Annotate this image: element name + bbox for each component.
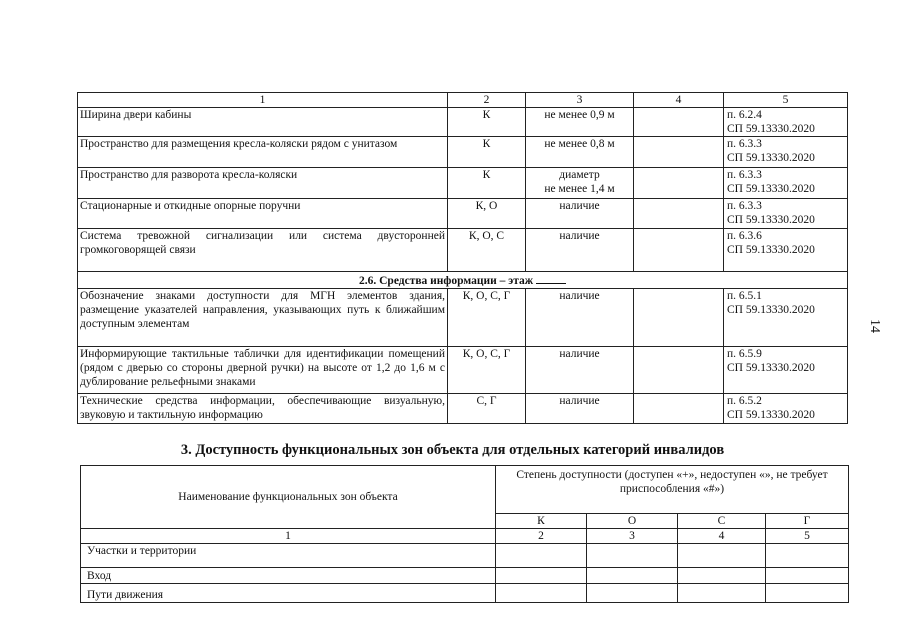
requirement-name: Пространство для размещения кресла-коляски рядом с унитазом [78,137,448,168]
normative-value-line: наличие [559,230,600,242]
table-row [78,137,848,168]
column-number: 5 [724,93,848,108]
normative-value [526,289,634,347]
regulation-reference-line: СП 59.13330.2020 [727,183,815,195]
normative-value [526,199,634,229]
column-number: 2 [448,93,526,108]
zone-row [81,584,849,603]
column-number: 5 [766,529,849,544]
actual-value [634,108,724,137]
normative-value-line: не менее 0,9 м [544,109,615,121]
normative-value-line: не менее 1,4 м [544,183,615,195]
zone-degree-cell [678,568,766,584]
table-row [78,199,848,229]
category-header: К [496,514,587,529]
regulation-reference [724,199,848,229]
normative-value [526,137,634,168]
requirement-name: Обозначение знаками доступности для МГН элементов здания, размещение указателей направления, указывающих путь к ближайшим доступным элементам [78,289,448,347]
section-row [78,272,848,289]
actual-value [634,347,724,394]
actual-value [634,289,724,347]
category-header: Г [766,514,849,529]
category-header: О [587,514,678,529]
regulation-reference-line: СП 59.13330.2020 [727,214,815,226]
regulation-reference-line: СП 59.13330.2020 [727,362,815,374]
regulation-reference-line: п. 6.2.4 [727,109,762,121]
zone-name-header: Наименование функциональных зон объекта [81,466,496,529]
disability-category: К [448,108,526,137]
zone-row [81,568,849,584]
disability-category: С, Г [448,394,526,424]
actual-value [634,199,724,229]
regulation-reference-line: СП 59.13330.2020 [727,123,815,135]
requirement-name: Стационарные и откидные опорные поручни [78,199,448,229]
accessibility-zones-table [80,465,849,603]
section-title: 2.6. Средства информации – этаж [359,275,536,287]
regulation-reference [724,168,848,199]
table-row [78,289,848,347]
normative-value [526,394,634,424]
regulation-reference-line: п. 6.3.3 [727,138,762,150]
zone-name: Пути движения [81,584,496,603]
requirement-name: Система тревожной сигнализации или система двусторонней громкоговорящей связи [78,229,448,272]
regulation-reference [724,289,848,347]
requirement-name: Информирующие тактильные таблички для идентификации помещений (рядом с дверью со стороны дверной ручки) на высоте от 1,2 до 1,6 м с дублирование рельефными знаками [78,347,448,394]
normative-value-line: диаметр [559,169,600,181]
normative-value [526,229,634,272]
disability-category: К [448,137,526,168]
regulation-reference-line: п. 6.3.3 [727,200,762,212]
degree-header: Степень доступности (доступен «+», недоступен «», не требует приспособления «#») [496,466,849,514]
table-header-row [78,93,848,108]
section-title-cell [78,272,848,289]
regulation-reference [724,394,848,424]
zone-degree-cell [587,568,678,584]
regulation-reference [724,229,848,272]
table-row [78,229,848,272]
regulation-reference [724,108,848,137]
column-number: 1 [78,93,448,108]
zone-degree-cell [678,584,766,603]
regulation-reference-line: СП 59.13330.2020 [727,152,815,164]
normative-value [526,168,634,199]
column-number: 4 [678,529,766,544]
column-number: 3 [587,529,678,544]
normative-value-line: не менее 0,8 м [544,138,615,150]
column-number: 3 [526,93,634,108]
regulation-reference-line: п. 6.5.2 [727,395,762,407]
normative-value-line: наличие [559,348,600,360]
normative-value [526,347,634,394]
actual-value [634,168,724,199]
regulation-reference-line: СП 59.13330.2020 [727,244,815,256]
actual-value [634,394,724,424]
regulation-reference-line: п. 6.5.9 [727,348,762,360]
zone-degree-cell [766,584,849,603]
regulation-reference-line: п. 6.3.6 [727,230,762,242]
zone-degree-cell [496,584,587,603]
table-row [78,108,848,137]
disability-category: К, О, С, Г [448,347,526,394]
zone-row [81,544,849,568]
zone-degree-cell [587,584,678,603]
page-number: 14 [867,319,882,333]
regulation-reference-line: п. 6.3.3 [727,169,762,181]
zone-degree-cell [496,568,587,584]
requirement-name: Технические средства информации, обеспечивающие визуальную, звуковую и тактильную информацию [78,394,448,424]
table-row [78,394,848,424]
column-number: 2 [496,529,587,544]
zone-name: Вход [81,568,496,584]
disability-category: К, О, С [448,229,526,272]
zone-degree-cell [678,544,766,568]
regulation-reference-line: п. 6.5.1 [727,290,762,302]
normative-value-line: наличие [559,200,600,212]
requirement-name: Пространство для разворота кресла-коляски [78,168,448,199]
zone-name: Участки и территории [81,544,496,568]
requirements-table [77,92,848,424]
regulation-reference [724,137,848,168]
section-heading: 3. Доступность функциональных зон объекта для отдельных категорий инвалидов [180,442,725,458]
normative-value [526,108,634,137]
table-row [78,347,848,394]
column-number: 1 [81,529,496,544]
zone-degree-cell [496,544,587,568]
regulation-reference [724,347,848,394]
normative-value-line: наличие [559,290,600,302]
disability-category: К, О [448,199,526,229]
zone-degree-cell [766,544,849,568]
actual-value [634,229,724,272]
category-header: С [678,514,766,529]
regulation-reference-line: СП 59.13330.2020 [727,409,815,421]
zone-degree-cell [587,544,678,568]
column-number: 4 [634,93,724,108]
zone-degree-cell [766,568,849,584]
regulation-reference-line: СП 59.13330.2020 [727,304,815,316]
normative-value-line: наличие [559,395,600,407]
table-row [78,168,848,199]
disability-category: К, О, С, Г [448,289,526,347]
disability-category: К [448,168,526,199]
floor-blank-line [536,272,566,284]
requirement-name: Ширина двери кабины [78,108,448,137]
actual-value [634,137,724,168]
